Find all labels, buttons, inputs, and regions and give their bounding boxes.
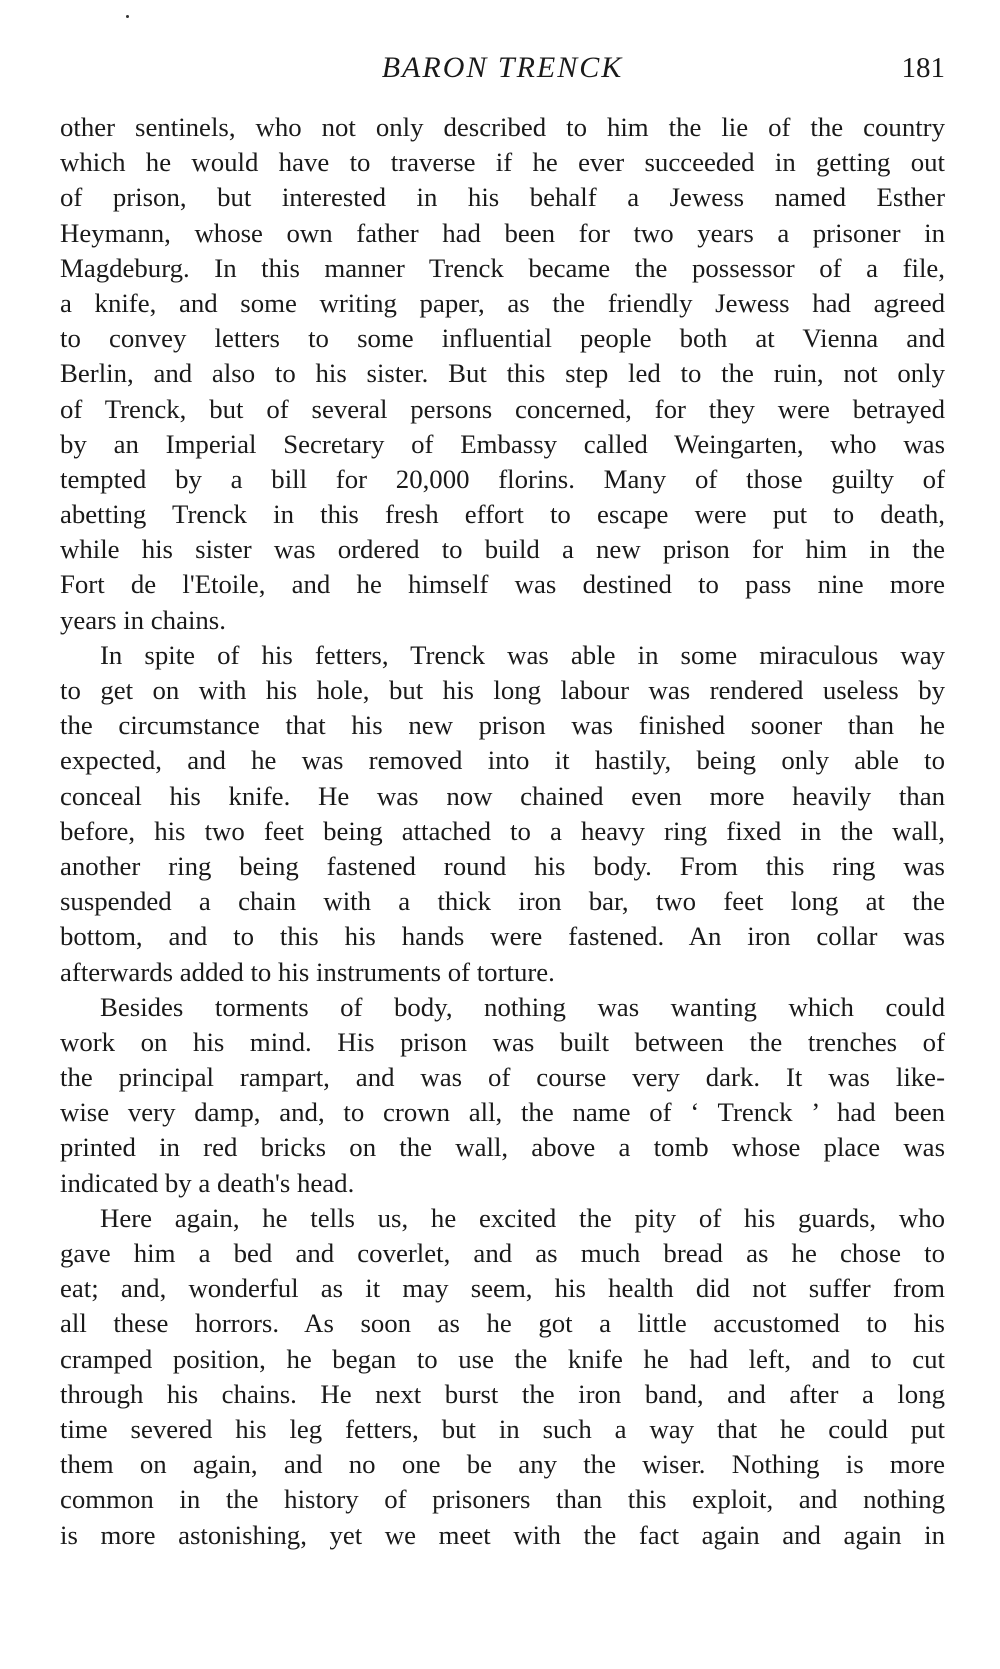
text-line: another ring being fastened round his body. From this ring was	[60, 850, 945, 881]
text-line: all these horrors. As soon as he got a little accustomed to his	[60, 1308, 945, 1339]
text-line: eat; and, wonderful as it may seem, his health did not suffer from	[60, 1273, 945, 1304]
text-line: Here again, he tells us, he excited the pity of his guards, who	[100, 1202, 945, 1233]
text-line: is more astonishing, yet we meet with the fact again and again in	[60, 1519, 945, 1550]
text-line: afterwards added to his instruments of torture.	[60, 956, 555, 987]
text-line: bottom, and to this his hands were fastened. An iron collar was	[60, 921, 945, 952]
text-line: while his sister was ordered to build a new prison for him in the	[60, 534, 945, 565]
text-line: tempted by a bill for 20,000 florins. Many of those guilty of	[60, 463, 945, 494]
text-line: expected, and he was removed into it hastily, being only able to	[60, 745, 945, 776]
text-line: through his chains. He next burst the iron band, and after a long	[60, 1378, 945, 1409]
text-line: other sentinels, who not only described to him the lie of the country	[60, 112, 945, 142]
running-head	[60, 48, 945, 88]
text-line: Magdeburg. In this manner Trenck became the possessor of a file,	[60, 252, 945, 283]
text-line: suspended a chain with a thick iron bar, two feet long at the	[60, 886, 945, 917]
text-line: the principal rampart, and was of course very dark. It was like-	[60, 1062, 945, 1093]
text-line: a knife, and some writing paper, as the friendly Jewess had agreed	[60, 287, 945, 318]
text-line: which he would have to traverse if he ever succeeded in getting out	[60, 147, 945, 178]
text-line: abetting Trenck in this fresh effort to escape were put to death,	[60, 499, 945, 530]
text-line: wise very damp, and, to crown all, the name of ‘ Trenck ’ had been	[60, 1097, 945, 1128]
text-line: to get on with his hole, but his long labour was rendered useless by	[60, 675, 945, 705]
text-line: conceal his knife. He was now chained even more heavily than	[60, 780, 945, 811]
text-line: common in the history of prisoners than this exploit, and nothing	[60, 1484, 945, 1515]
text-line: Besides torments of body, nothing was wanting which could	[100, 991, 945, 1022]
text-line: Heymann, whose own father had been for two years a prisoner in	[60, 217, 945, 248]
text-line: gave him a bed and coverlet, and as much bread as he chose to	[60, 1238, 945, 1268]
text-line: the circumstance that his new prison was finished sooner than he	[60, 710, 945, 741]
text-line: time severed his leg fetters, but in such a way that he could put	[60, 1413, 945, 1444]
text-line: printed in red bricks on the wall, above a tomb whose place was	[60, 1132, 945, 1163]
running-title: BARON TRENCK	[381, 51, 624, 84]
text-line: by an Imperial Secretary of Embassy called Weingarten, who was	[60, 428, 945, 459]
text-line: Fort de l'Etoile, and he himself was destined to pass nine more	[60, 569, 945, 600]
text-line: In spite of his fetters, Trenck was able in some miraculous way	[100, 639, 945, 670]
text-line: before, his two feet being attached to a heavy ring fixed in the wall,	[60, 815, 945, 846]
text-line: cramped position, he began to use the knife he had left, and to cut	[60, 1343, 945, 1374]
text-line: years in chains.	[60, 604, 226, 635]
text-line: of Trenck, but of several persons concerned, for they were betrayed	[60, 393, 945, 424]
text-line: Berlin, and also to his sister. But this step led to the ruin, not only	[60, 358, 945, 389]
body-text	[60, 110, 945, 1640]
text-line: to convey letters to some influential people both at Vienna and	[60, 323, 945, 354]
text-line: work on his mind. His prison was built between the trenches of	[60, 1026, 945, 1057]
text-line: of prison, but interested in his behalf a Jewess named Esther	[60, 182, 945, 213]
text-line: indicated by a death's head.	[60, 1167, 355, 1198]
page-number: 181	[901, 52, 945, 84]
print-speck	[126, 15, 129, 18]
text-line: them on again, and no one be any the wiser. Nothing is more	[60, 1449, 945, 1480]
